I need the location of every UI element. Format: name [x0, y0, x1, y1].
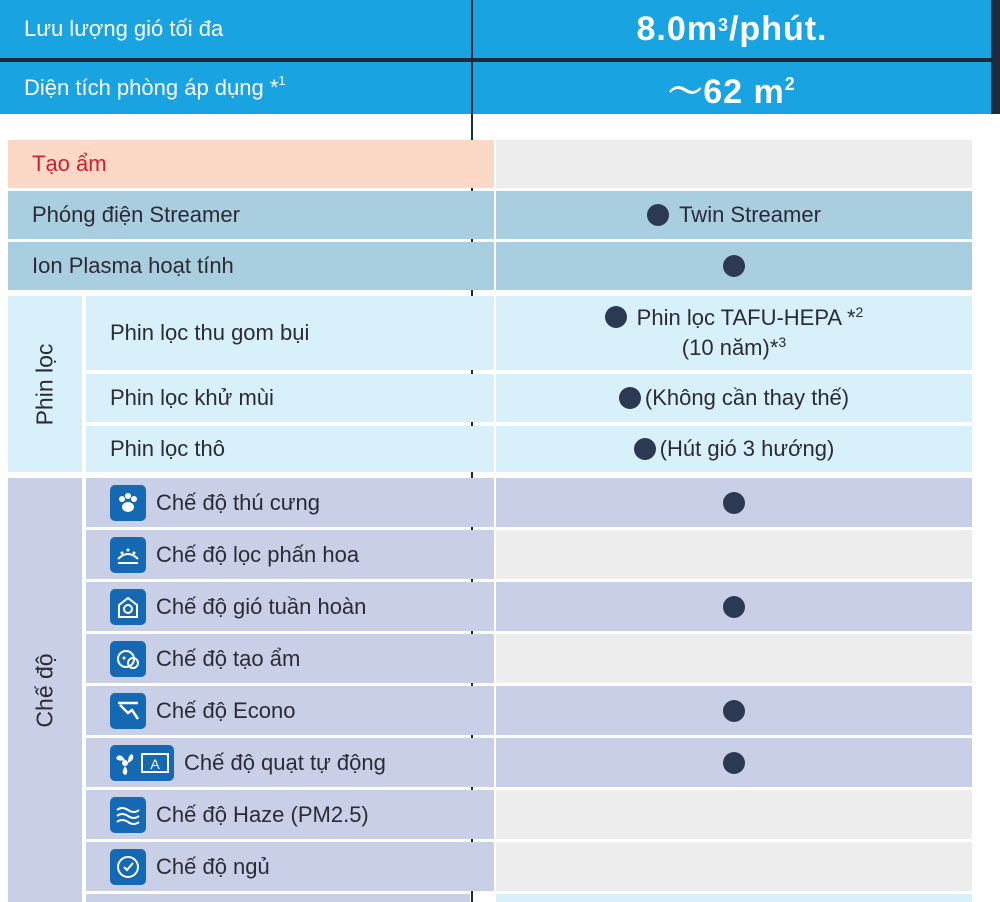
odor-filter-value: (Không cần thay thế)	[496, 374, 972, 422]
mode-pollen-value	[496, 530, 972, 579]
bullet-icon	[634, 438, 656, 460]
streamer-label: Phóng điện Streamer	[8, 191, 494, 239]
dust-filter-label: Phin lọc thu gom bụi	[86, 296, 494, 370]
table-row-partial	[496, 894, 972, 902]
humidify-label: Tạo ẩm	[8, 140, 494, 188]
odor-filter-label: Phin lọc khử mùi	[86, 374, 494, 422]
mode-circulation-label: Chế độ gió tuần hoàn	[86, 582, 494, 631]
humidify-value	[496, 140, 972, 188]
bullet-icon	[723, 492, 745, 514]
mode-econo-label: Chế độ Econo	[86, 686, 494, 735]
mode-auto-fan-value	[496, 738, 972, 787]
auto-fan-icon	[110, 745, 174, 781]
mode-econo-value	[496, 686, 972, 735]
area-label: Diện tích phòng áp dụng * 1	[0, 62, 495, 114]
header-edge	[991, 0, 1000, 114]
spec-header	[0, 0, 1000, 114]
bullet-icon	[723, 596, 745, 618]
mode-sleep-label: Chế độ ngủ	[86, 842, 494, 891]
bullet-icon	[723, 255, 745, 277]
mode-haze-value	[496, 790, 972, 839]
bullet-icon	[647, 204, 669, 226]
mode-pet-value	[496, 478, 972, 527]
pollen-icon	[110, 537, 146, 573]
plasma-value	[496, 242, 972, 290]
bullet-icon	[619, 387, 641, 409]
table-row-partial	[86, 894, 470, 902]
airflow-label: Lưu lượng gió tối đa	[0, 0, 495, 58]
mode-humidify-label: Chế độ tạo ẩm	[86, 634, 494, 683]
sleep-icon	[110, 849, 146, 885]
mode-humidify-value	[496, 634, 972, 683]
filter-group-title: Phin lọc	[8, 296, 82, 472]
humidify-icon	[110, 641, 146, 677]
bullet-icon	[723, 752, 745, 774]
area-value: ～62 m $^2$	[473, 62, 991, 114]
mode-auto-fan-label: A Chế độ quạt tự động	[86, 738, 494, 787]
bullet-icon	[723, 700, 745, 722]
mode-pollen-label: Chế độ lọc phấn hoa	[86, 530, 494, 579]
coarse-filter-label: Phin lọc thô	[86, 426, 494, 472]
airflow-value: 8.0m $^3$ /phút.	[473, 0, 991, 58]
econo-icon	[110, 693, 146, 729]
mode-group-title: Chế độ	[8, 478, 82, 902]
coarse-filter-value: (Hút gió 3 hướng)	[496, 426, 972, 472]
streamer-value: Twin Streamer	[496, 191, 972, 239]
svg-text:A: A	[150, 755, 160, 772]
header-divider	[0, 58, 1000, 62]
haze-icon	[110, 797, 146, 833]
bullet-icon	[605, 306, 627, 328]
paw-icon	[110, 485, 146, 521]
dust-filter-value: Phin lọc TAFU-HEPA *$^2$ (10 năm)*$^3$	[496, 296, 972, 370]
plasma-label: Ion Plasma hoạt tính	[8, 242, 494, 290]
mode-sleep-value	[496, 842, 972, 891]
circulation-icon	[110, 589, 146, 625]
mode-circulation-value	[496, 582, 972, 631]
mode-pet-label: Chế độ thú cưng	[86, 478, 494, 527]
mode-haze-label: Chế độ Haze (PM2.5)	[86, 790, 494, 839]
